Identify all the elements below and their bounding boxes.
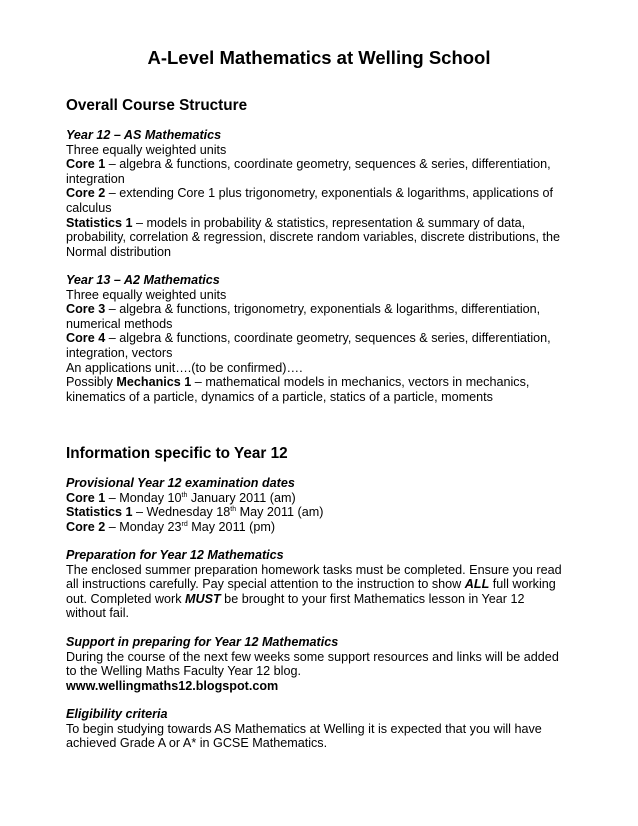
exam-statistics1-ordinal: th [230,506,237,514]
core4-description: – algebra & functions, coordinate geometry, sequences & series, differentiation, [105,331,551,346]
core3-line [66,302,576,317]
year13-weight-text: Three equally weighted units [66,287,227,302]
statistics1-line [66,216,576,231]
exam-statistics1-date: – Wednesday 18 [132,505,231,520]
core4-line [66,331,576,346]
exam-date-statistics1 [66,505,576,520]
section-heading-course-structure: Overall Course Structure [66,97,248,114]
exam-core2-date-rest: May 2011 (pm) [187,519,276,534]
exam-core2-date: – Monday 23 [105,519,182,534]
mechanics1-description: – mathematical models in mechanics, vectors in mechanics, [191,375,530,390]
preparation-line-4: without fail. [66,606,129,621]
core1-label: Core 1 [66,157,106,172]
core2-line [66,186,576,201]
mechanics1-line [66,375,576,390]
eligibility-line-2: achieved Grade A or A* in GCSE Mathematics. [66,736,328,751]
preparation-line-2 [66,577,576,592]
year12-weight-text: Three equally weighted units [66,142,227,157]
core4-continuation: integration, vectors [66,345,173,360]
exam-dates-subheading: Provisional Year 12 examination dates [66,476,295,490]
preparation-block [66,548,576,621]
statistics1-label: Statistics 1 [66,215,133,230]
preparation-line-2-text: all instructions carefully. Pay special attention to the instruction to show [66,577,465,592]
core1-description: – algebra & functions, coordinate geometry, sequences & series, differentiation, [105,157,551,172]
support-line-1: During the course of the next few weeks some support resources and links will be added [66,649,559,664]
preparation-line-2-rest: full working [489,577,556,592]
core2-label: Core 2 [66,186,106,201]
core4-label: Core 4 [66,331,106,346]
preparation-line-1: The enclosed summer preparation homework tasks must be completed. Ensure you read [66,562,562,577]
core1-continuation: integration [66,171,125,186]
eligibility-subheading: Eligibility criteria [66,707,168,721]
statistics1-description: – models in probability & statistics, representation & summary of data, [132,215,526,230]
year13-course-block [66,273,576,404]
mechanics1-label: Mechanics 1 [116,375,192,390]
statistics1-continuation-2: Normal distribution [66,244,171,259]
document-title: A-Level Mathematics at Welling School [147,47,491,68]
core2-continuation: calculus [66,200,112,215]
blog-url-link[interactable]: www.wellingmaths12.blogspot.com [66,678,279,693]
year12-subheading: Year 12 – AS Mathematics [66,128,222,142]
exam-core1-ordinal: th [181,491,188,499]
emphasis-must: MUST [185,591,221,606]
year13-subheading: Year 13 – A2 Mathematics [66,273,220,287]
emphasis-all: ALL [464,577,490,592]
exam-core2-label: Core 2 [66,519,106,534]
section-heading-year12-info: Information specific to Year 12 [66,445,288,462]
exam-date-core1 [66,491,576,506]
exam-dates-block [66,476,576,534]
core3-description: – algebra & functions, trigonometry, exponentials & logarithms, differentiation, [105,302,541,317]
mechanics1-continuation: kinematics of a particle, dynamics of a particle, statics of a particle, moments [66,389,493,404]
support-subheading: Support in preparing for Year 12 Mathematics [66,635,339,649]
preparation-subheading: Preparation for Year 12 Mathematics [66,548,284,562]
core3-label: Core 3 [66,302,106,317]
eligibility-line-1: To begin studying towards AS Mathematics at Welling it is expected that you will have [66,721,542,736]
exam-statistics1-date-rest: May 2011 (am) [236,505,324,520]
possibly-text: Possibly [66,375,117,390]
preparation-line-3-rest: be brought to your first Mathematics lesson in Year 12 [220,591,525,606]
core3-continuation: numerical methods [66,316,173,331]
exam-core1-label: Core 1 [66,490,106,505]
statistics1-continuation-1: probability, correlation & regression, discrete random variables, discrete distributions, the [66,230,560,245]
preparation-line-3 [66,592,576,607]
eligibility-block [66,707,576,751]
exam-core1-date: – Monday 10 [105,490,182,505]
core1-line [66,157,576,172]
year12-course-block [66,128,576,259]
support-line-2: to the Welling Maths Faculty Year 12 blog. [66,664,301,679]
support-block [66,635,576,693]
core2-description: – extending Core 1 plus trigonometry, exponentials & logarithms, applications of [105,186,553,201]
exam-core2-ordinal: rd [181,520,188,528]
exam-core1-date-rest: January 2011 (am) [187,490,296,505]
applications-unit-line: An applications unit….(to be confirmed)…. [66,360,303,375]
exam-date-core2 [66,520,576,535]
preparation-line-3-text: out. Completed work [66,591,185,606]
exam-statistics1-label: Statistics 1 [66,505,133,520]
